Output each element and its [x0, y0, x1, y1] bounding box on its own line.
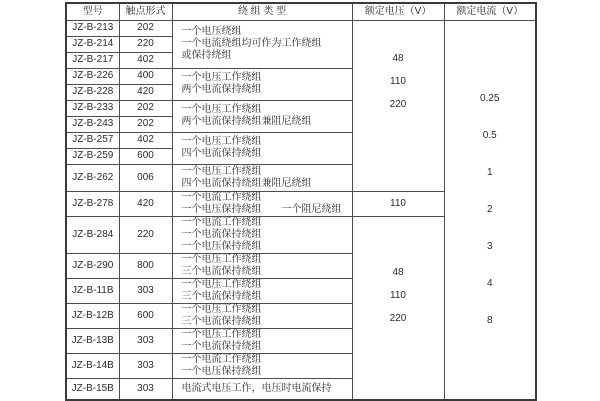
- model-cell: JZ-B-217: [66, 52, 119, 68]
- contact-cell: 402: [119, 132, 172, 148]
- voltage-value: 110: [390, 197, 406, 209]
- contact-cell: 202: [119, 100, 172, 116]
- contact-cell: 303: [119, 328, 172, 353]
- winding-line: 两个电流保持绕组兼阻尼绕组: [181, 116, 312, 127]
- model-cell: JZ-B-262: [66, 164, 119, 191]
- winding-line: 一个电压工作绕组: [181, 328, 262, 340]
- voltage-value: 110: [390, 75, 406, 87]
- voltage-value: 48: [392, 52, 404, 64]
- contact-cell: 400: [119, 68, 172, 84]
- contact-cell: 600: [119, 303, 172, 328]
- winding-line: 一个电压工作绕组: [181, 136, 262, 147]
- model-cell: JZ-B-243: [66, 116, 119, 132]
- winding-cell: [172, 378, 352, 400]
- contact-cell: 303: [119, 278, 172, 303]
- rated-current-cell: [444, 20, 536, 400]
- contact-cell: 800: [119, 253, 172, 278]
- winding-cell: [172, 253, 352, 278]
- winding-line: 一个电压工作绕组: [181, 165, 262, 177]
- model-cell: JZ-B-214: [66, 36, 119, 52]
- winding-line: 两个电流保持绕组: [181, 84, 262, 95]
- winding-line: 或保持绕组: [181, 50, 232, 61]
- winding-line: 一个电压保持绕组 一个阻尼绕组: [181, 203, 342, 215]
- current-value: 2: [486, 203, 493, 215]
- winding-line: 一个电压工作绕组: [181, 303, 262, 315]
- winding-cell: [172, 132, 352, 164]
- contact-cell: 420: [119, 84, 172, 100]
- current-value: 8: [486, 314, 493, 326]
- winding-line: 四个电流保持绕组: [181, 148, 262, 159]
- current-value: 4: [486, 277, 493, 289]
- header-rated-current: 额定电流（V）: [444, 3, 536, 20]
- winding-cell: [172, 191, 352, 216]
- voltage-value: 220: [389, 312, 407, 324]
- winding-line: 一个电流保持绕组: [181, 228, 262, 240]
- winding-cell: [172, 303, 352, 328]
- model-cell: JZ-B-13B: [66, 328, 119, 353]
- contact-cell: 402: [119, 52, 172, 68]
- model-cell: JZ-B-278: [66, 191, 119, 216]
- contact-cell: 006: [119, 164, 172, 191]
- winding-line: 三个电流保持绕组: [181, 315, 262, 327]
- header-row: [66, 3, 536, 20]
- current-value: 0.25: [480, 92, 500, 104]
- model-cell: JZ-B-213: [66, 20, 119, 36]
- model-cell: JZ-B-12B: [66, 303, 119, 328]
- model-cell: JZ-B-15B: [66, 378, 119, 400]
- model-cell: JZ-B-226: [66, 68, 119, 84]
- winding-line: 四个电流保持绕组兼阻尼绕组: [181, 177, 312, 189]
- rated-voltage-cell: [352, 191, 444, 216]
- winding-line: 一个电流工作绕组: [181, 353, 262, 365]
- contact-cell: 600: [119, 148, 172, 164]
- winding-line: 三个电流保持绕组: [181, 265, 262, 277]
- voltage-value: 48: [392, 266, 404, 278]
- winding-cell: [172, 278, 352, 303]
- current-value: 0.5: [482, 129, 497, 141]
- contact-cell: 420: [119, 191, 172, 216]
- current-value: 1: [486, 166, 493, 178]
- model-cell: JZ-B-228: [66, 84, 119, 100]
- model-cell: JZ-B-290: [66, 253, 119, 278]
- winding-cell: [172, 216, 352, 253]
- model-cell: JZ-B-14B: [66, 353, 119, 378]
- contact-cell: 220: [119, 216, 172, 253]
- winding-line: 一个电压工作绕组: [181, 72, 262, 83]
- contact-cell: 303: [119, 378, 172, 400]
- winding-line: 一个电流绕组均可作为工作绕组: [181, 38, 322, 49]
- voltage-value: 220: [389, 98, 407, 110]
- model-cell: JZ-B-11B: [66, 278, 119, 303]
- winding-line: 一个电压绕组: [181, 26, 242, 37]
- winding-line: 一个电压保持绕组: [181, 240, 262, 252]
- winding-cell: [172, 68, 352, 100]
- relay-spec-table: [65, 2, 537, 401]
- header-winding-type: 绕 组 类 型: [172, 3, 352, 20]
- model-cell: JZ-B-233: [66, 100, 119, 116]
- contact-cell: 202: [119, 20, 172, 36]
- header-model: 型号: [66, 3, 119, 20]
- winding-line: 一个电压保持绕组: [181, 365, 262, 377]
- winding-line: 一个电流工作绕组: [181, 191, 262, 203]
- table-row: [66, 20, 536, 36]
- winding-cell: [172, 100, 352, 132]
- contact-cell: 202: [119, 116, 172, 132]
- voltage-value: 110: [390, 289, 406, 301]
- current-value: 3: [486, 240, 493, 252]
- rated-voltage-cell: [352, 216, 444, 400]
- winding-line: 三个电流保持绕组: [181, 290, 262, 302]
- rated-voltage-cell: [352, 20, 444, 191]
- contact-cell: 220: [119, 36, 172, 52]
- contact-cell: 303: [119, 353, 172, 378]
- winding-cell: [172, 328, 352, 353]
- winding-cell: [172, 164, 352, 191]
- winding-cell: [172, 20, 352, 68]
- winding-line: 电流式电压工作，电压时电流保持: [181, 382, 332, 394]
- winding-line: 一个电压工作绕组: [181, 104, 262, 115]
- winding-line: 一个电压工作绕组: [181, 278, 262, 290]
- winding-line: 一个电压工作绕组: [181, 253, 262, 265]
- model-cell: JZ-B-284: [66, 216, 119, 253]
- header-contact-form: 触点形式: [119, 3, 172, 20]
- winding-line: 一个电流工作绕组: [181, 216, 262, 228]
- model-cell: JZ-B-257: [66, 132, 119, 148]
- header-rated-voltage: 额定电压（V）: [352, 3, 444, 20]
- model-cell: JZ-B-259: [66, 148, 119, 164]
- winding-cell: [172, 353, 352, 378]
- winding-line: 一个电流保持绕组: [181, 340, 262, 352]
